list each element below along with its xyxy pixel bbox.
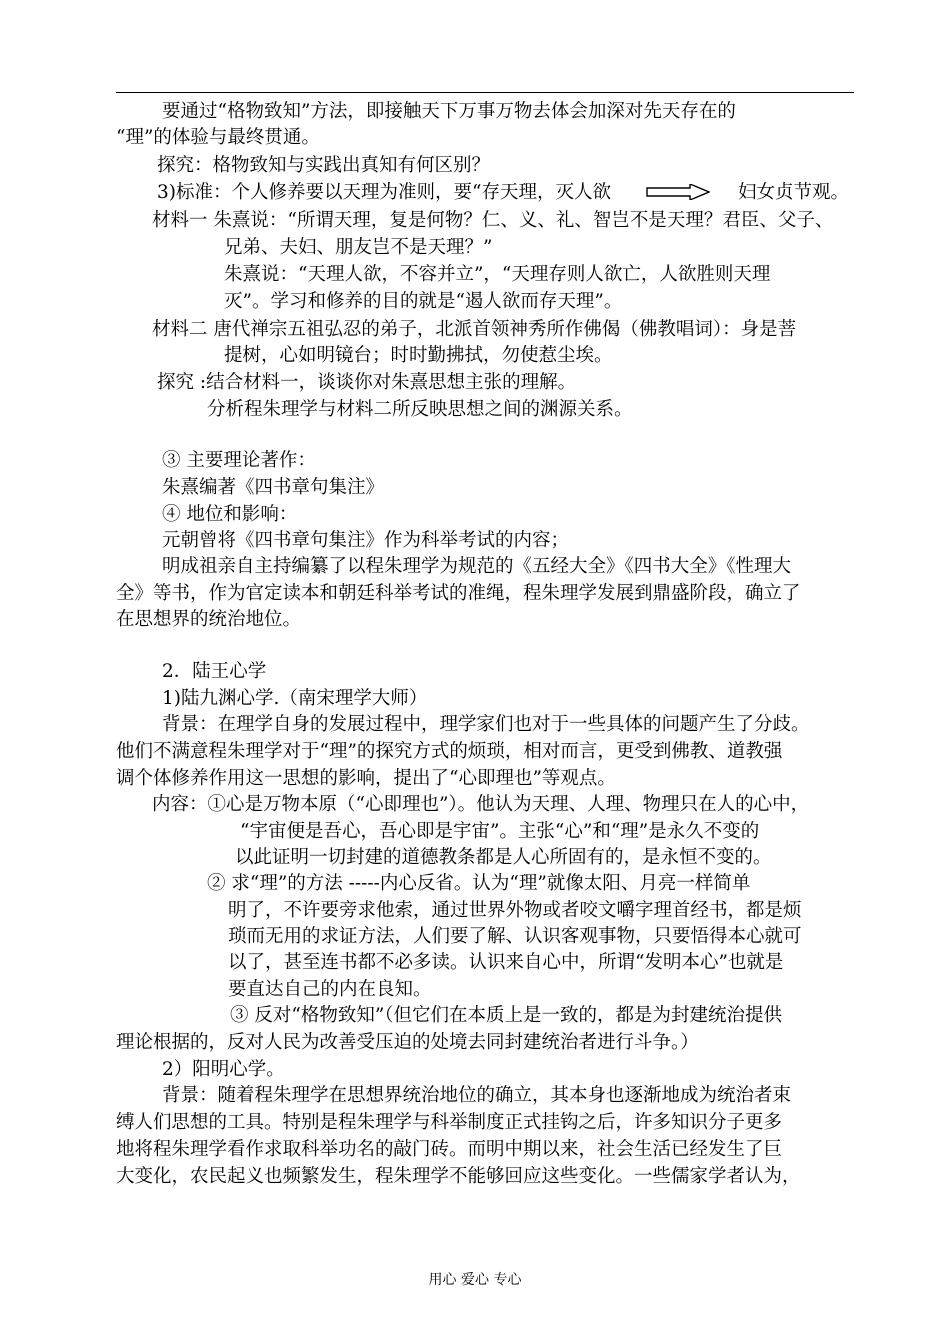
text-line: 以了，甚至连书都不必多读。认识来自心中，所谓“发明本心”也就是 — [228, 952, 784, 973]
text-line: 提树，心如明镜台；时时勤拂拭，勿使惹尘埃。 — [224, 345, 613, 366]
text-line: ③ 反对“格物致知”（但它们在本质上是一致的，都是为封建统治提供 — [230, 1005, 783, 1026]
right-arrow-icon — [646, 184, 710, 200]
text-line: 兄弟、夫妇、朋友岂不是天理？” — [224, 237, 493, 258]
text-line: 材料一 朱熹说：“所谓天理，复是何物？仁、义、礼、智岂不是天理？君臣、父子、 — [152, 210, 834, 231]
text-line: 明了，不许要旁求他索，通过世界外物或者咬文嚼字理首经书，都是烦 — [228, 900, 802, 921]
text-line: 探究 :结合材料一，谈谈你对朱熹思想主张的理解。 — [157, 372, 577, 393]
text-line: 地将程朱理学看作求取科举功名的敲门砖。而明中期以来，社会生活已经发生了巨 — [116, 1139, 783, 1160]
text-line: 理论根据的，反对人民为改善受压迫的处境去同封建统治者进行斗争。） — [116, 1032, 699, 1053]
text-line: 明成祖亲自主持编纂了以程朱理学为规范的《五经大全》《四书大全》《性理大 — [162, 556, 792, 577]
text-line: 1)陆九渊心学.（南宋理学大师） — [162, 688, 428, 709]
text-line: 大变化，农民起义也频繁发生，程朱理学不能够回应这些变化。一些儒家学者认为， — [116, 1166, 801, 1187]
text-line: 全》等书，作为官定读本和朝廷科举考试的准绳，程朱理学发展到鼎盛阶段，确立了 — [116, 583, 801, 604]
text-line: ② 求“理”的方法 -----内心反省。认为“理”就像太阳、月亮一样简单 — [207, 873, 751, 894]
text-line: 3)标准：个人修养要以天理为准则，要“存天理，灭人欲 — [157, 182, 611, 203]
text-line: 内容：①心是万物本原（“心即理也”）。他认为天理、人理、物理只在人的心中， — [152, 794, 810, 815]
text-line: 要通过“格物致知”方法，即接触天下万事万物去体会加深对先天存在的 — [162, 101, 736, 122]
text-line: 调个体修养作用这一思想的影响，提出了“心即理也”等观点。 — [116, 768, 616, 789]
text-line: 要直达自己的内在良知。 — [228, 979, 432, 1000]
page-footer: 用心 爱心 专心 — [428, 1272, 522, 1288]
text-line: ③ 主要理论著作： — [162, 450, 316, 471]
text-line: 材料二 唐代禅宗五祖弘忍的弟子，北派首领神秀所作佛偈（佛教唱词）：身是菩 — [152, 319, 797, 340]
text-line: ④ 地位和影响： — [162, 504, 298, 525]
text-line: “理”的体验与最终贯通。 — [116, 127, 320, 148]
text-line: 琐而无用的求证方法，人们要了解、认识客观事物，只要悟得本心就可 — [228, 926, 802, 947]
text-line: 妇女贞节观。 — [738, 182, 850, 203]
header-rule — [116, 92, 854, 93]
text-line: 以此证明一切封建的道德教条都是人心所固有的，是永恒不变的。 — [235, 847, 772, 868]
text-line: “宇宙便是吾心，吾心即是宇宙”。主张“心”和“理”是永久不变的 — [240, 821, 760, 842]
text-line: 朱熹说：“天理人欲，不容并立”，“天理存则人欲亡，人欲胜则天理 — [224, 264, 771, 285]
text-line: 元朝曾将《四书章句集注》作为科举考试的内容； — [162, 530, 570, 551]
text-line: 朱熹编著《四书章句集注》 — [162, 477, 385, 498]
text-line: 灭”。学习和修养的目的就是“遏人欲而存天理”。 — [224, 291, 623, 312]
text-line: 他们不满意程朱理学对于“理”的探究方式的烦琐，相对而言，更受到佛教、道教强 — [116, 741, 783, 762]
text-line: 在思想界的统治地位。 — [116, 609, 302, 630]
text-line: 2）阳明心学。 — [162, 1059, 285, 1080]
text-line: 探究：格物致知与实践出真知有何区别？ — [157, 155, 491, 176]
text-line: 背景：随着程朱理学在思想界统治地位的确立，其本身也逐渐地成为统治者束 — [162, 1085, 792, 1106]
text-line: 缚人们思想的工具。特别是程朱理学与科举制度正式挂钩之后，许多知识分子更多 — [116, 1112, 783, 1133]
section-heading: 2．陆王心学 — [162, 661, 267, 682]
text-line: 背景：在理学自身的发展过程中，理学家们也对于一些具体的问题产生了分歧。 — [162, 714, 810, 735]
text-line: 分析程朱理学与材料二所反映思想之间的渊源关系。 — [207, 399, 633, 420]
